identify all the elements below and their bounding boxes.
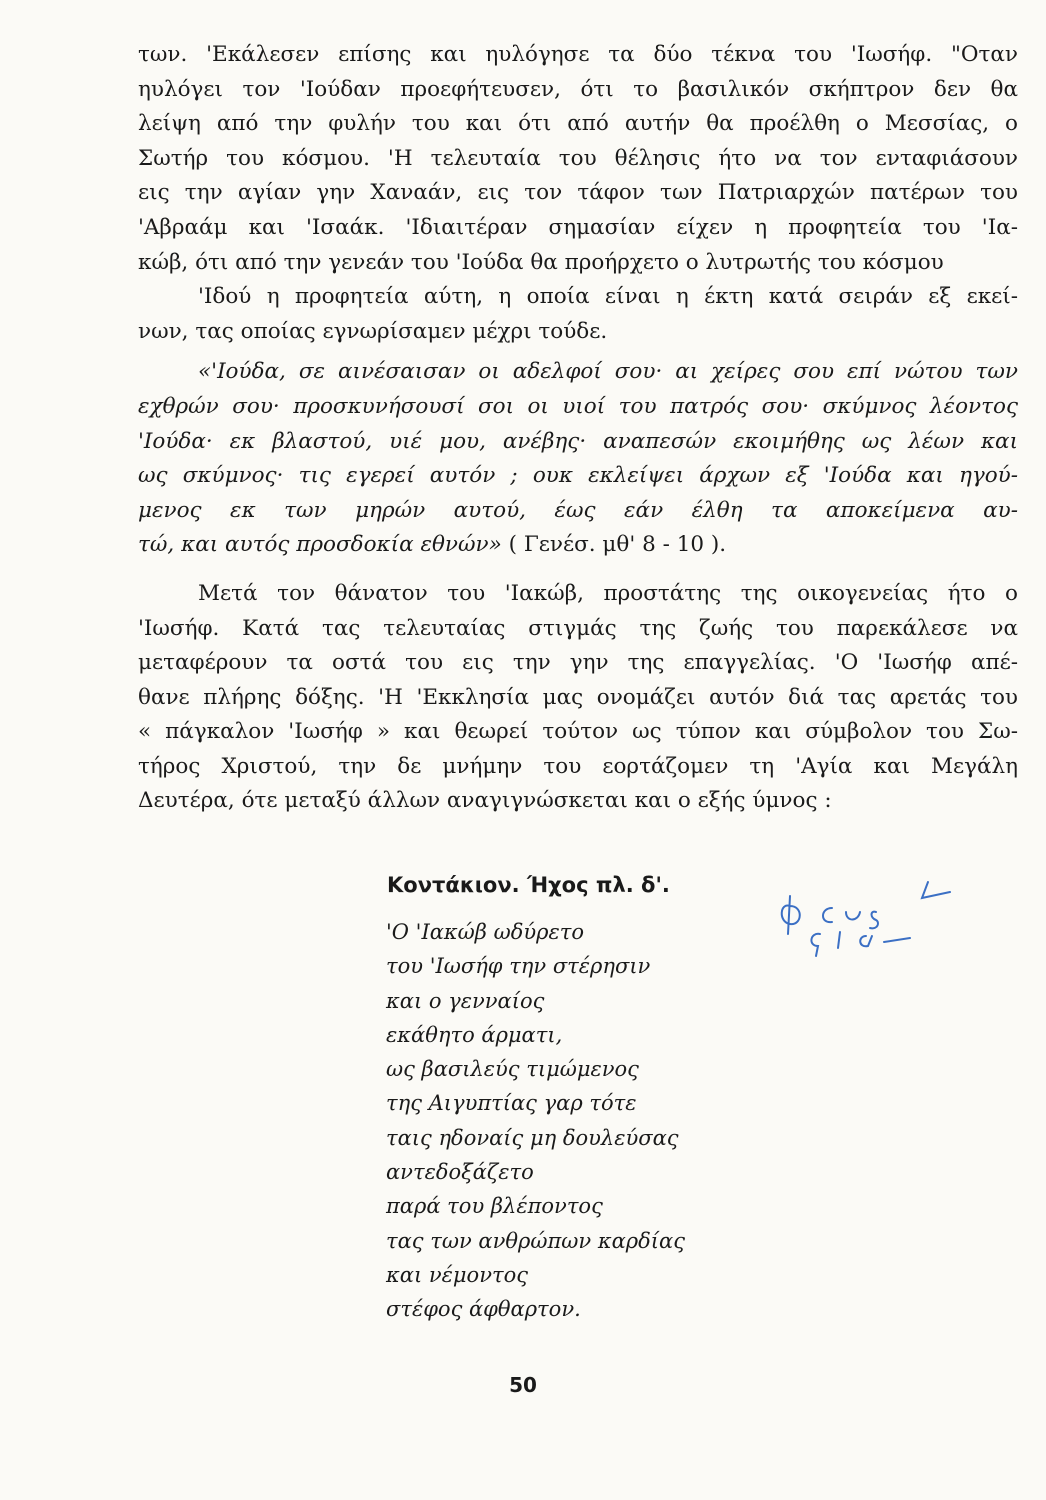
quote-line: «'Ιούδα, σε αινέσαισαν οι αδελφοί σου· αι χείρες σου επί νώτου των xyxy=(198,359,1018,385)
text-line: νων, τας οποίας εγνωρίσαμεν μέχρι τούδε. xyxy=(138,318,608,344)
hymn-line: και νέμοντος xyxy=(386,1262,528,1287)
scripture-reference: ( Γενέσ. μθ' 8 - 10 ). xyxy=(508,532,727,558)
text-line: κώβ, ότι από την γενεάν του 'Ιούδα θα προήρχετο ο λυτρωτής του κόσμου xyxy=(138,249,944,275)
hymn-line: 'Ο 'Ιακώβ ωδύρετο xyxy=(386,920,585,944)
prophecy-quote xyxy=(138,355,1018,563)
hymn-line: της Αιγυπτίας γαρ τότε xyxy=(386,1091,637,1116)
hymn-line: εκάθητο άρματι, xyxy=(386,1022,563,1047)
hymn-line: αντεδοξάζετο xyxy=(386,1160,534,1185)
text-line: τήρος Χριστού, την δε μνήμην του εορτάζομεν τη 'Αγία και Μεγάλη xyxy=(138,753,1018,779)
quote-line: 'Ιούδα· εκ βλαστού, υιέ μου, ανέβης· αναπεσών εκοιμήθης ως λέων και xyxy=(138,428,1018,454)
text-line: « πάγκαλον 'Ιωσήφ » και θεωρεί τούτον ως τύπον και σύμβολον του Σω- xyxy=(138,719,1018,745)
page-number: 50 xyxy=(509,1373,537,1397)
hymn-line: και ο γενναίος xyxy=(386,988,545,1013)
text-line: Μετά τον θάνατον του 'Ιακώβ, προστάτης της οικογενείας ήτο ο xyxy=(198,580,1018,606)
text-line: θανε πλήρης δόξης. 'Η 'Εκκλησία μας ονομάζει αυτόν διά τας αρετάς του xyxy=(138,684,1018,710)
quote-last-text: τώ, και αυτός προσδοκία εθνών» xyxy=(138,532,502,558)
paragraph-3 xyxy=(138,577,1018,819)
text-line: 'Ιδού η προφητεία αύτη, η οποία είναι η έκτη κατά σειράν εξ εκεί- xyxy=(198,284,1018,310)
hymn-line: του 'Ιωσήφ την στέρησιν xyxy=(386,954,651,979)
paragraph-2 xyxy=(138,280,1018,349)
text-line: 'Ιωσήφ. Κατά τας τελευταίας στιγμάς της ζωής του παρεκάλεσε να xyxy=(138,615,1018,641)
quote-line: μενος εκ των μηρών αυτού, έως εάν έλθη τα απoκείμενα αυ- xyxy=(138,497,1018,523)
paragraph-1 xyxy=(138,38,1018,280)
hymn-line: στέφος άφθαρτον. xyxy=(386,1297,581,1322)
hymn-heading: Κοντάκιον. Ήχος πλ. δ'. xyxy=(387,873,670,897)
quote-line: ως σκύμνος· τις εγερεί αυτόν ; ουκ εκλείψει άρχων εξ 'Ιούδα και ηγού- xyxy=(138,463,1018,489)
hymn-line: τας των ανθρώπων καρδίας xyxy=(386,1228,685,1253)
hymn-line: ταις ηδοναίς μη δουλεύσας xyxy=(386,1125,679,1150)
handwritten-note-icon xyxy=(750,872,990,972)
text-line: Σωτήρ του κόσμου. 'Η τελευταία του θέλησις ήτο να τον ενταφιάσουν xyxy=(138,145,1018,171)
text-line: εις την αγίαν γην Χαναάν, εις τον τάφον των Πατριαρχών πατέρων του xyxy=(138,180,1018,206)
text-line: ηυλόγει τον 'Ιούδαν προεφήτευσεν, ότι το βασιλικόν σκήπτρον δεν θα xyxy=(138,76,1018,102)
page-body xyxy=(138,38,1018,819)
text-line: των. 'Εκάλεσεν επίσης και ηυλόγησε τα δύο τέκνα του 'Ιωσήφ. "Οταν xyxy=(138,42,1018,67)
hymn-line: παρά του βλέποντος xyxy=(386,1194,603,1219)
text-line: Δευτέρα, ότε μεταξύ άλλων αναγιγνώσκεται και ο εξής ύμνος : xyxy=(138,788,832,814)
text-line: μεταφέρουν τα οστά του εις την γην της επαγγελίας. 'Ο 'Ιωσήφ απέ- xyxy=(138,650,1018,676)
hymn-verses xyxy=(386,915,685,1327)
hymn-line: ως βασιλεύς τιμώμενος xyxy=(386,1057,639,1082)
text-line: 'Αβραάμ και 'Ισαάκ. 'Ιδιαιτέραν σημασίαν είχεν η προφητεία του 'Ια- xyxy=(138,214,1018,240)
quote-line xyxy=(138,528,1018,563)
quote-line: εχθρών σου· προσκυνήσουσί σοι οι υιοί του πατρός σου· σκύμνος λέοντος xyxy=(138,393,1018,419)
text-line: λείψη από την φυλήν του και ότι από αυτήν θα προέλθη ο Μεσσίας, ο xyxy=(138,111,1018,137)
